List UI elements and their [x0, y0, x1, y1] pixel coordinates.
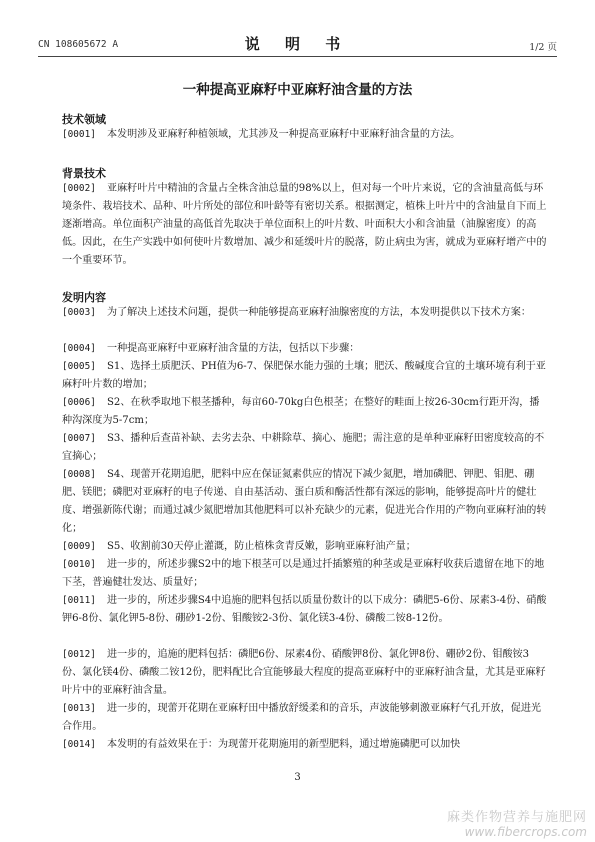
- paragraph-number: [0004]: [62, 343, 96, 354]
- paragraph-0007: [62, 430, 548, 466]
- watermark: [442, 806, 587, 839]
- paragraph-number: [0006]: [62, 397, 96, 408]
- paragraph-0011: [62, 592, 548, 628]
- paragraph-0014: [62, 736, 548, 754]
- paragraph-text: S3、播种后查苗补缺、去劣去杂、中耕除草、摘心、施肥；需注意的是单种亚麻籽田密度较高的不宜摘心；: [62, 433, 545, 462]
- section-heading-background: 背景技术: [62, 167, 106, 180]
- page-number: 3: [294, 772, 301, 783]
- paragraph-text: 进一步的，所述步骤S2中的地下根茎可以是通过扦插繁殖的种茎或是亚麻籽收获后遗留在地下的地下茎，普遍健壮发达、质量好；: [62, 559, 545, 588]
- paragraph-number: [0007]: [62, 433, 96, 444]
- paragraph-text: S4、现蕾开花期追肥，肥料中应在保证氮素供应的情况下减少氮肥，增加磷肥、钾肥、钼肥、硼肥、镁肥；磷肥对亚麻籽的电子传递、自由基活动、蛋白质和酶活性都有深远的影响，能够提高叶片的健壮度、增强新陈代谢；而通过减少氮肥增加其他肥料可以补充缺少的元素，促进光合作用的产物向亚麻籽油的转化；: [62, 469, 547, 534]
- paragraph-0012: [62, 646, 548, 700]
- publication-number: CN 108605672 A: [38, 39, 119, 50]
- document-type-heading: 说 明 书: [244, 35, 351, 53]
- paragraph-0003: [62, 304, 548, 322]
- paragraph-number: [0003]: [62, 307, 96, 318]
- page-header: [38, 32, 557, 57]
- paragraph-number: [0013]: [62, 703, 96, 714]
- paragraph-text: S2、在秋季取地下根茎播种，每亩60-70kg白色根茎；在整好的畦面上按26-30cm行距开沟，播种沟深度为5-7cm；: [62, 397, 540, 426]
- paragraph-text: 一种提高亚麻籽中亚麻籽油含量的方法，包括以下步骤：: [107, 343, 360, 354]
- paragraph-number: [0009]: [62, 541, 96, 552]
- paragraph-text: 进一步的，追施的肥料包括：磷肥6份、尿素4份、硝酸钾8份、氯化钾8份、硼砂2份、钼酸铵3份、氯化镁4份、磷酸二铵12份，肥料配比合宜能够最大程度的提高亚麻籽中的亚麻籽油含量，尤其是亚麻籽叶片中的亚麻籽油含量。: [62, 649, 546, 696]
- paragraph-0001: [62, 126, 548, 144]
- section-heading-summary: 发明内容: [62, 291, 106, 304]
- paragraph-text: S1、选择土质肥沃、PH值为6-7、保肥保水能力强的土壤；肥沃、酸碱度合宜的土壤环境有利于亚麻籽叶片数的增加；: [62, 361, 546, 390]
- section-heading-tech-field: 技术领域: [62, 113, 106, 126]
- paragraph-number: [0012]: [62, 649, 96, 660]
- paragraph-number: [0011]: [62, 595, 96, 606]
- paragraph-text: 本发明涉及亚麻籽种植领域，尤其涉及一种提高亚麻籽中亚麻籽油含量的方法。: [107, 129, 461, 140]
- paragraph-0013: [62, 700, 548, 736]
- paragraph-number: [0008]: [62, 469, 96, 480]
- page-of-indicator: 1/2 页: [529, 42, 557, 53]
- paragraph-text: 进一步的，所述步骤S4中追施的肥料包括以质量份数计的以下成分：磷肥5-6份、尿素3-4份、硝酸钾6-8份、氯化钾5-8份、硼砂1-2份、钼酸铵2-3份、氯化镁3-4份、磷酸二铵8-12份。: [62, 595, 547, 624]
- paragraph-text: S5、收割前30天停止灌溉，防止植株贪青反嫩，影响亚麻籽油产量；: [107, 541, 416, 552]
- watermark-site-name: 麻类作物营养与施肥网: [446, 810, 587, 825]
- paragraph-0005: [62, 358, 548, 394]
- patent-title: 一种提高亚麻籽中亚麻籽油含量的方法: [182, 82, 413, 98]
- paragraph-number: [0010]: [62, 559, 96, 570]
- paragraph-0008: [62, 466, 548, 538]
- paragraph-0004: [62, 340, 548, 358]
- paragraph-number: [0005]: [62, 361, 96, 372]
- paragraph-text: 为了解决上述技术问题，提供一种能够提高亚麻籽油腺密度的方法，本发明提供以下技术方案：: [107, 307, 531, 318]
- paragraph-0009: [62, 538, 548, 556]
- paragraph-number: [0014]: [62, 739, 96, 750]
- paragraph-number: [0002]: [62, 183, 96, 194]
- paragraph-0006: [62, 394, 548, 430]
- paragraph-0010: [62, 556, 548, 592]
- paragraph-0002: [62, 180, 548, 270]
- paragraph-number: [0001]: [62, 129, 96, 140]
- paragraph-text: 进一步的，现蕾开花期在亚麻籽田中播放舒缓柔和的音乐，声波能够刺激亚麻籽气孔开放，促进光合作用。: [62, 703, 542, 732]
- paragraph-text: 亚麻籽叶片中精油的含量占全株含油总量的98%以上，但对每一个叶片来说，它的含油量高低与环境条件、栽培技术、品种、叶片所处的部位和叶龄等有密切关系。根据测定，植株上叶片中的含油量自下而上逐渐增高。单位面积产油量的高低首先取决于单位面积上的叶片数、叶面积大小和含油量（油腺密度）的高低。因此，在生产实践中如何使叶片数增加、减少和延缓叶片的脱落，防止病虫为害，就成为亚麻籽增产中的一个重要环节。: [62, 183, 547, 266]
- watermark-url: www.fibercrops.com: [464, 825, 587, 839]
- paragraph-text: 本发明的有益效果在于：为现蕾开花期施用的新型肥料，通过增施磷肥可以加快: [107, 739, 461, 750]
